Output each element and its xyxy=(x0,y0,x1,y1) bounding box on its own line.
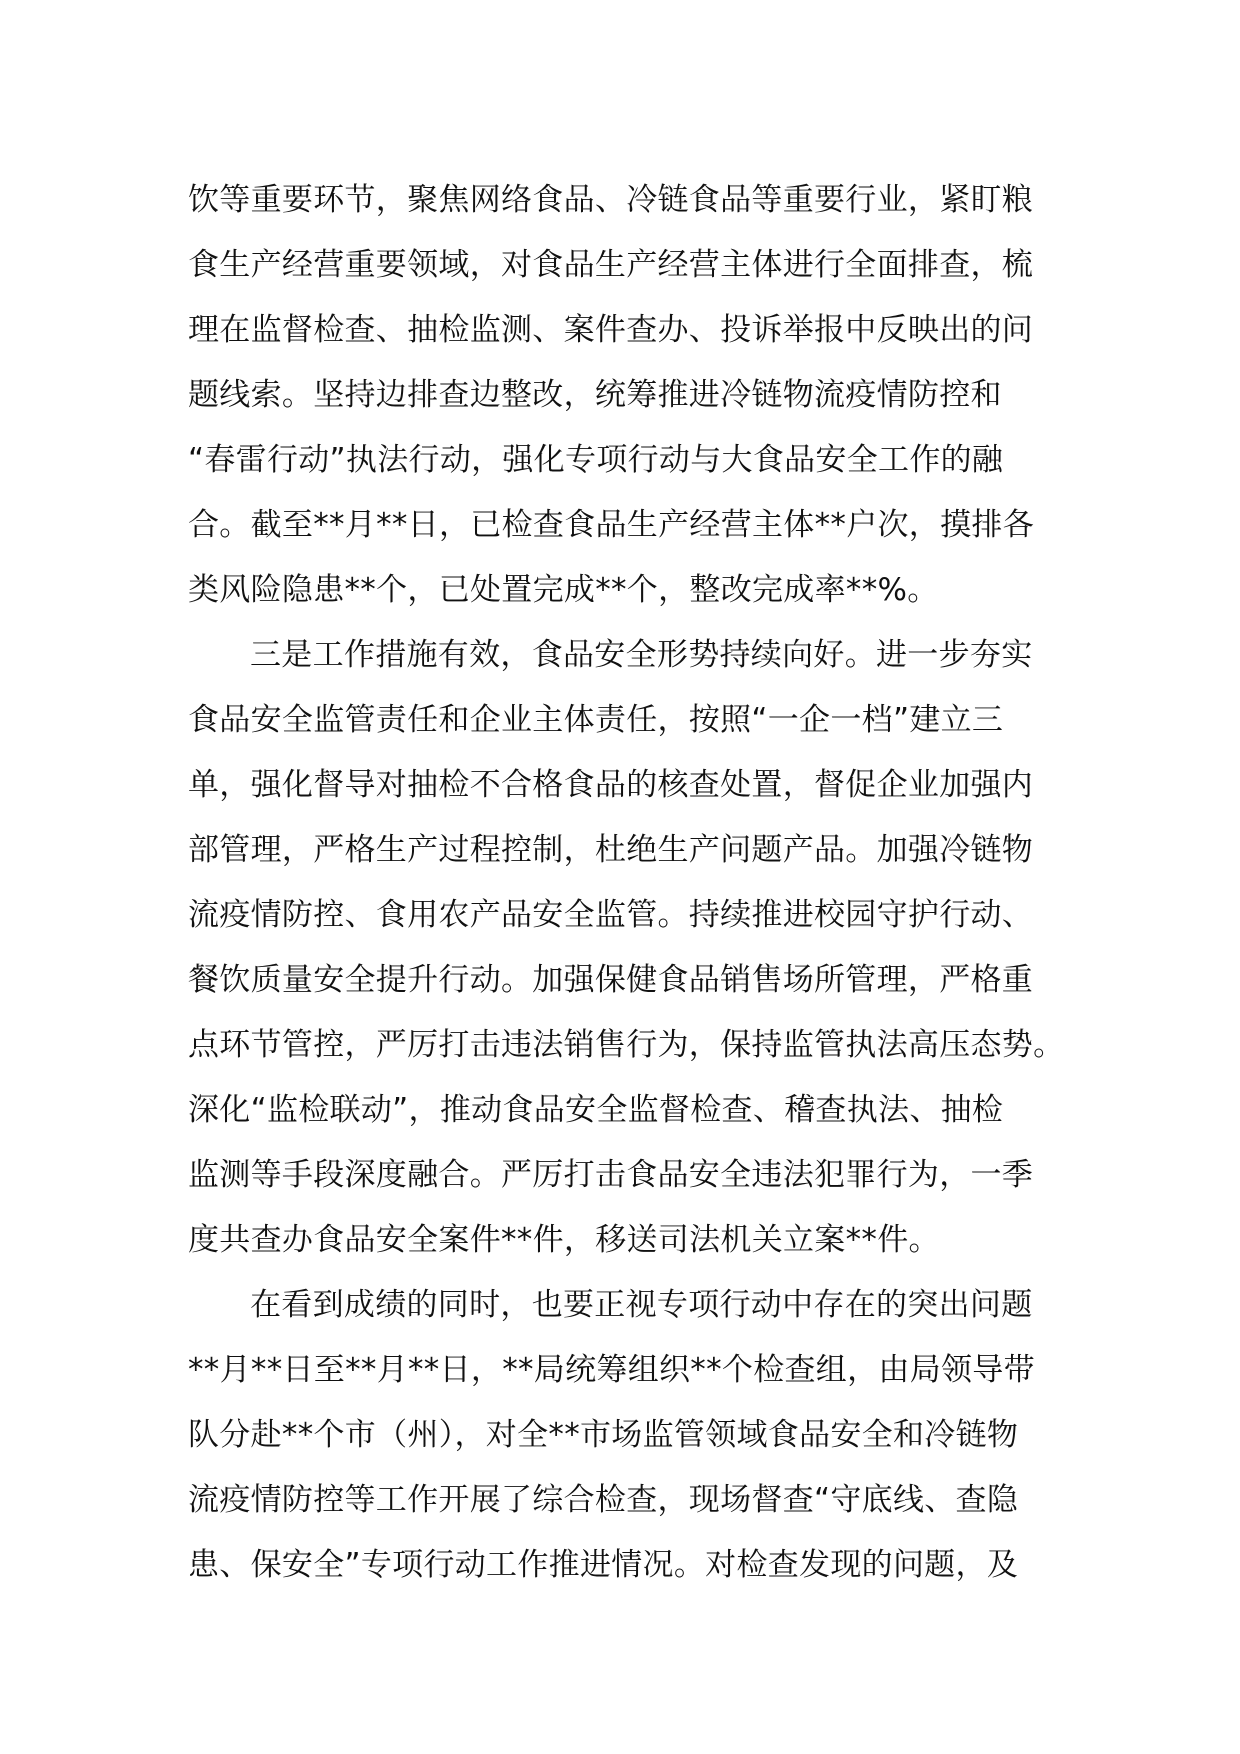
text-line: 三是工作措施有效，食品安全形势持续向好。进一步夯实 xyxy=(250,637,1033,673)
text-line: 患、保安全”专项行动工作推进情况。对检查发现的问题，及 xyxy=(188,1547,1019,1583)
text-line: 部管理，严格生产过程控制，杜绝生产问题产品。加强冷链物 xyxy=(188,832,1034,868)
body-text xyxy=(188,168,1068,1598)
text-line: 队分赴**个市（州），对全**市场监管领域食品安全和冷链物 xyxy=(188,1417,1019,1453)
text-line: 餐饮质量安全提升行动。加强保健食品销售场所管理，严格重 xyxy=(188,962,1034,998)
text-line: 点环节管控，严厉打击违法销售行为，保持监管执法高压态势。 xyxy=(188,1027,1065,1063)
text-line: 度共查办食品安全案件**件，移送司法机关立案**件。 xyxy=(188,1222,940,1258)
text-line: “春雷行动”执法行动，强化专项行动与大食品安全工作的融 xyxy=(188,442,1004,478)
text-line: 理在监督检查、抽检监测、案件查办、投诉举报中反映出的问 xyxy=(188,312,1034,348)
text-line: 类风险隐患**个，已处置完成**个，整改完成率**%。 xyxy=(188,572,939,608)
text-line: **月**日至**月**日，**局统筹组织**个检查组，由局领导带 xyxy=(188,1352,1035,1388)
text-line: 流疫情防控、食用农产品安全监管。持续推进校园守护行动、 xyxy=(188,897,1034,933)
text-line: 食品安全监管责任和企业主体责任，按照“一企一档”建立三 xyxy=(188,702,1004,738)
text-line: 流疫情防控等工作开展了综合检查，现场督查“守底线、查隐 xyxy=(188,1482,1019,1518)
text-line: 题线索。坚持边排查边整改，统筹推进冷链物流疫情防控和 xyxy=(188,377,1002,413)
text-line: 在看到成绩的同时，也要正视专项行动中存在的突出问题 xyxy=(250,1287,1033,1323)
text-line: 合。截至**月**日，已检查食品生产经营主体**户次，摸排各 xyxy=(188,507,1034,543)
text-line: 食生产经营重要领域，对食品生产经营主体进行全面排查，梳 xyxy=(188,247,1034,283)
text-line: 单，强化督导对抽检不合格食品的核查处置，督促企业加强内 xyxy=(188,767,1034,803)
text-line: 饮等重要环节，聚焦网络食品、冷链食品等重要行业，紧盯粮 xyxy=(188,182,1034,218)
text-line: 深化“监检联动”，推动食品安全监督检查、稽查执法、抽检 xyxy=(188,1092,1004,1128)
text-line: 监测等手段深度融合。严厉打击食品安全违法犯罪行为，一季 xyxy=(188,1157,1034,1193)
